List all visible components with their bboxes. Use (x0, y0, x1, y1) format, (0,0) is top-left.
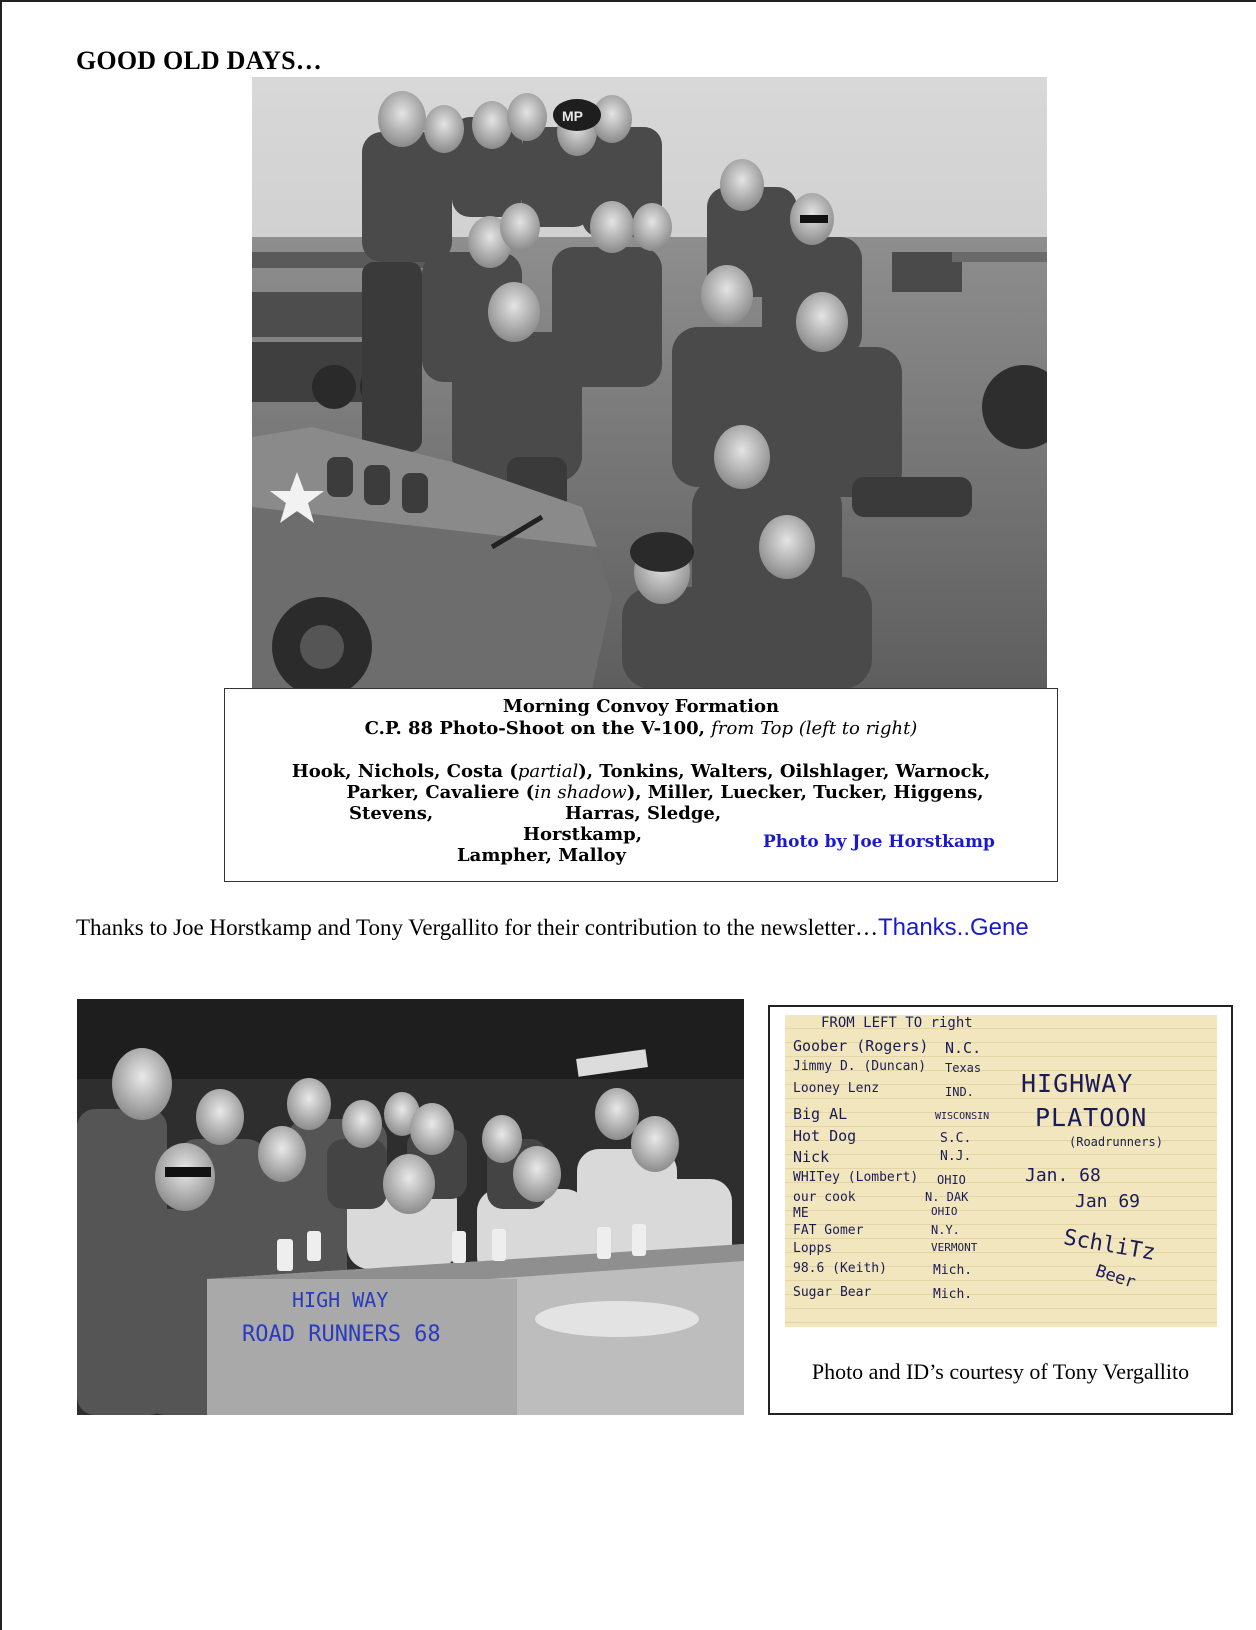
thanks-signature: Thanks..Gene (877, 914, 1029, 941)
id-title-platoon: PLATOON (1035, 1103, 1148, 1132)
caption-line3-b: Harras, Sledge, (565, 803, 722, 824)
caption-line1-b: ), Tonkins, Walters, Oilshlager, Warnock, (578, 761, 991, 782)
caption-subtitle-main: C.P. 88 Photo-Shoot on the V-100, (364, 718, 712, 739)
caption-line2-a: Parker, Cavaliere ( (346, 782, 535, 803)
id-state: N.C. (945, 1039, 982, 1057)
id-name: Hot Dog (793, 1127, 857, 1145)
id-state: N. DAK (925, 1190, 969, 1204)
caption-line3-a: Stevens, (349, 803, 434, 824)
id-date-start: Jan. 68 (1025, 1165, 1101, 1186)
sign-line-1: HIGH WAY (292, 1288, 389, 1312)
caption-names-line-2 (249, 782, 1081, 803)
id-name: our cook (793, 1190, 856, 1205)
caption-line1-italic: partial (517, 761, 579, 782)
id-name: Nick (793, 1148, 830, 1166)
caption-title: Morning Convoy Formation (502, 696, 780, 717)
id-title-highway: HIGHWAY (1021, 1069, 1134, 1098)
id-state: VERMONT (931, 1241, 978, 1254)
caption-line1-a: Hook, Nichols, Costa ( (291, 761, 518, 782)
handwritten-id-card (785, 1015, 1217, 1327)
id-name: ME (793, 1206, 809, 1221)
id-name: 98.6 (Keith) (793, 1261, 887, 1276)
convoy-photo (252, 77, 1047, 689)
id-name: Sugar Bear (793, 1285, 872, 1300)
id-name: FAT Gomer (793, 1223, 864, 1238)
id-state: WISCONSIN (935, 1111, 990, 1122)
id-state: Mich. (933, 1263, 973, 1278)
caption-line5: Lampher, Malloy (457, 845, 626, 866)
caption-line2-b: ), Miller, Luecker, Tucker, Higgens, (626, 782, 984, 803)
id-state: N.Y. (931, 1223, 960, 1237)
helmet-label: MP (562, 108, 583, 124)
id-state: N.J. (940, 1149, 972, 1164)
id-name: Jimmy D. (Duncan) (793, 1059, 927, 1074)
id-state: OHIO (937, 1173, 966, 1187)
id-beer-label: Beer (1092, 1261, 1139, 1293)
convoy-caption (224, 688, 1058, 882)
id-date-end: Jan 69 (1075, 1191, 1141, 1212)
id-card-credit: Photo and ID’s courtesy of Tony Vergallito (811, 1359, 1190, 1384)
highway-roadrunners-photo (77, 999, 744, 1415)
caption-subtitle (225, 718, 1057, 739)
caption-names-line-1 (225, 761, 1057, 782)
photo-credit: Photo by Joe Horstkamp (763, 832, 995, 852)
caption-subtitle-italic: from Top (left to right) (711, 718, 918, 739)
id-name: Lopps (793, 1241, 833, 1256)
id-name: Looney Lenz (793, 1081, 880, 1096)
convoy-photo-image (252, 77, 1047, 689)
id-state: Texas (945, 1061, 982, 1075)
sign-line-2: ROAD RUNNERS 68 (242, 1322, 441, 1347)
id-state: Mich. (933, 1287, 973, 1302)
id-state: OHIO (931, 1205, 958, 1218)
id-state: S.C. (940, 1131, 972, 1146)
id-name: Big AL (793, 1105, 848, 1123)
id-state: IND. (945, 1085, 974, 1099)
page-heading: GOOD OLD DAYS… (76, 46, 322, 75)
id-title-roadrunners: (Roadrunners) (1069, 1135, 1163, 1149)
caption-line4: Horstkamp, (523, 824, 642, 845)
id-beer-schlitz: SchliTz (1061, 1225, 1158, 1266)
id-name: Goober (Rogers) (793, 1037, 929, 1055)
id-card-frame (768, 1005, 1233, 1415)
id-card-header: FROM LEFT TO right (821, 1015, 973, 1031)
id-name: WHITey (Lombert) (793, 1170, 919, 1185)
thanks-line (76, 914, 1029, 942)
bar-photo-image (77, 999, 744, 1415)
thanks-text: Thanks to Joe Horstkamp and Tony Vergallito for their contribution to the newsletter… (76, 915, 878, 940)
caption-line2-italic: in shadow (534, 782, 627, 803)
